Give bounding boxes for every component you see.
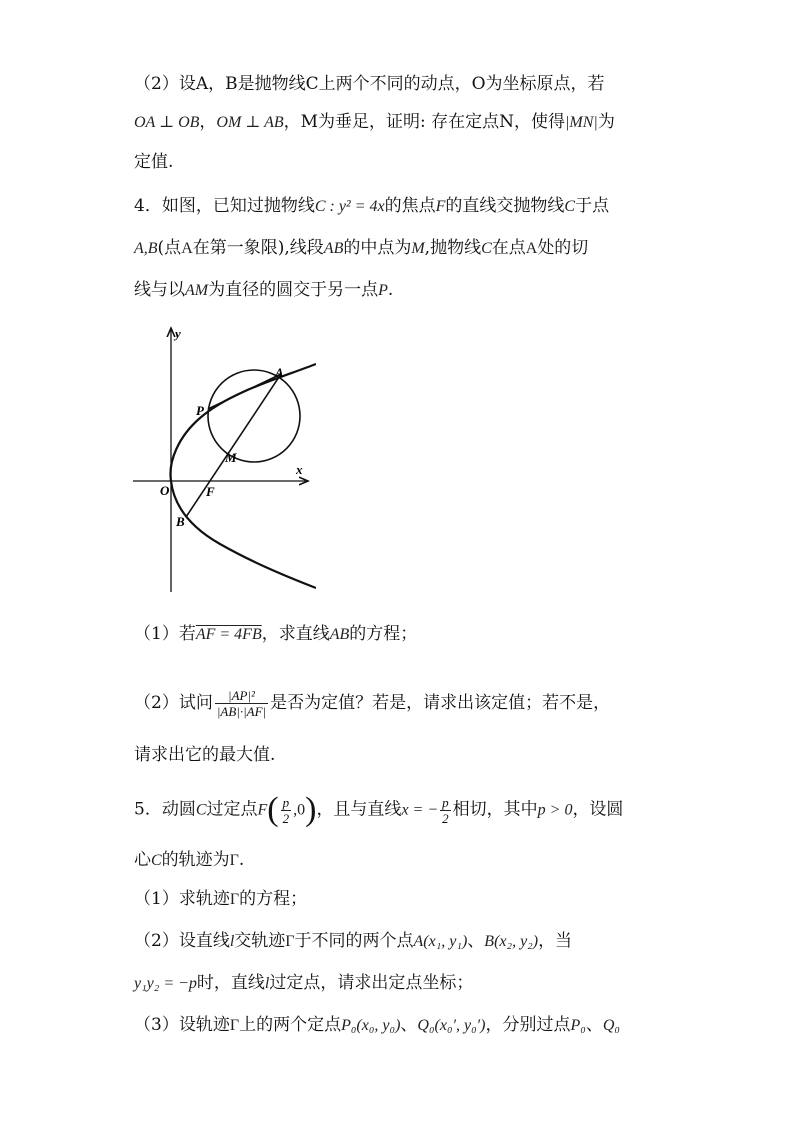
text: 的直线交抛物线 <box>445 196 565 216</box>
text: ,抛物线 <box>424 238 482 258</box>
label-a: A <box>275 365 284 380</box>
math-p0: P₀ <box>570 1017 586 1034</box>
problem3-part2-line1 <box>134 72 605 96</box>
math-am: AM <box>185 282 209 299</box>
math-q0: Q₀ <box>602 1017 620 1034</box>
label-p: P <box>196 403 204 418</box>
fraction-denominator: 2 <box>442 810 449 826</box>
math-f: F <box>257 801 268 819</box>
math-gamma: Γ <box>285 933 295 950</box>
text: 处的切 <box>537 238 589 258</box>
text: . <box>387 280 394 300</box>
math-gamma: Γ <box>229 852 239 869</box>
problem5-line1 <box>134 793 623 827</box>
text: ，求直线 <box>261 624 330 644</box>
math-ab: AB <box>323 240 344 257</box>
problem4-line2 <box>134 236 588 261</box>
text: （1）求轨迹 <box>134 889 230 909</box>
label-o: O <box>160 483 170 498</box>
problem4-q2-line1 <box>134 688 610 719</box>
math-c: C <box>195 801 207 819</box>
text: （2）设直线 <box>134 931 230 951</box>
math-a: A <box>525 240 538 257</box>
text: ，当 <box>538 931 573 951</box>
text: 定值. <box>134 152 174 172</box>
text: （3）设轨迹 <box>134 1015 230 1035</box>
problem3-part2-line2 <box>134 110 615 135</box>
problem5-s2-line1 <box>134 929 572 954</box>
math-mn: |MN| <box>565 114 598 131</box>
text: 、 <box>400 1015 418 1035</box>
text: 过定点 <box>206 799 258 820</box>
problem4-q2-line2 <box>134 743 275 767</box>
paren-close: ) <box>305 791 317 828</box>
problem3-part2-line3 <box>134 150 173 174</box>
math-y1y2: y₁y₂ = −p <box>134 975 197 992</box>
problem5-line2 <box>134 848 244 873</box>
fraction-denominator: |AB|·|AF| <box>216 704 267 719</box>
label-b: B <box>176 514 185 529</box>
math-f: F <box>435 198 446 215</box>
text: 过定点，请求出定点坐标； <box>269 973 474 993</box>
text: 4．如图，已知过抛物线 <box>134 196 315 216</box>
problem4-line1 <box>134 194 609 219</box>
text: ，分别过点 <box>485 1015 571 1035</box>
text: 、 <box>585 1015 603 1035</box>
text: 的方程； <box>239 889 308 909</box>
text: 心 <box>134 850 151 870</box>
math-gamma: Γ <box>229 891 240 908</box>
math-gamma: Γ <box>229 1017 240 1034</box>
fraction-numerator: p <box>442 794 449 810</box>
math-l: l <box>264 975 270 992</box>
text: （2）试问 <box>134 693 213 713</box>
text: 的轨迹为 <box>161 850 230 870</box>
math-fraction-p2 <box>281 795 292 826</box>
math-ab: AB <box>329 626 350 643</box>
text: 的焦点 <box>384 196 436 216</box>
math-vector-eq: AF = 4FB <box>195 626 262 643</box>
text: ，M为垂足，证明: 存在定点N，使得 <box>283 112 566 132</box>
text: ， <box>199 112 217 132</box>
problem5-s1 <box>134 887 307 912</box>
math-ab: A,B <box>134 240 158 257</box>
text: 5．动圆 <box>134 799 196 820</box>
math-p: P <box>378 282 388 299</box>
text: 是否为定值？若是，请求出该定值；若不是， <box>270 693 611 713</box>
text: （2）设A，B是抛物线C上两个不同的动点，O为坐标原点，若 <box>134 74 605 94</box>
math-l: l <box>229 933 235 950</box>
text: （1）若 <box>134 624 196 644</box>
problem5-s2-line2 <box>134 971 473 996</box>
text: 于不同的两个点 <box>294 931 414 951</box>
text: 、 <box>467 931 485 951</box>
text: 的方程； <box>349 624 418 644</box>
problem5-s3-line1 <box>134 1013 620 1038</box>
math-a: A <box>181 240 193 257</box>
problem4-line3 <box>134 278 393 303</box>
math-fraction <box>215 688 268 719</box>
math-oa-perp-ob: OA ⊥ OB <box>134 114 200 131</box>
math-c: C <box>151 852 162 869</box>
label-f: F <box>206 484 215 499</box>
text: . <box>238 850 245 870</box>
text: 上的两个定点 <box>239 1015 342 1035</box>
text: 线与以 <box>134 280 185 300</box>
text: 相切，其中 <box>452 799 538 820</box>
math-om-perp-ab: OM ⊥ AB <box>216 114 284 131</box>
math-fraction-p2-b <box>440 795 451 826</box>
math-parabola: C : y² = 4x <box>314 198 385 215</box>
math-p-gt-0: p > 0 <box>537 801 573 819</box>
math-c: C <box>564 198 576 215</box>
math-zero: ,0 <box>293 801 306 819</box>
text: 于点 <box>575 196 610 216</box>
label-y: y <box>175 326 181 341</box>
problem4-q1 <box>134 622 417 647</box>
text: 在点 <box>491 238 526 258</box>
parabola-curve <box>170 364 316 588</box>
text: 时，直线 <box>196 973 265 993</box>
text: 为直径的圆交于另一点 <box>208 280 379 300</box>
math-m: M <box>411 240 425 257</box>
math-point-a: A(x₁, y₁) <box>413 933 468 950</box>
math-point-p0: P₀(x₀, y₀) <box>341 1017 401 1034</box>
fraction-numerator: p <box>282 794 290 810</box>
fraction-numerator: |AP|² <box>215 688 268 704</box>
fraction-denominator: 2 <box>282 810 290 826</box>
text: ，且与直线 <box>316 799 402 820</box>
text: ，设圆 <box>572 799 624 820</box>
text: 请求出它的最大值. <box>134 745 276 765</box>
math-c: C <box>481 240 492 257</box>
text: 在第一象限),线段 <box>192 238 324 258</box>
math-point-q0: Q₀(x₀′, y₀′) <box>417 1017 486 1034</box>
math-x-eq: x = − <box>401 801 439 819</box>
label-m: M <box>225 450 237 465</box>
text: 交轨迹 <box>234 931 286 951</box>
text: 的中点为 <box>343 238 412 258</box>
parabola-figure <box>130 322 316 596</box>
text: 为 <box>597 112 615 132</box>
label-x: x <box>296 462 303 477</box>
paren-open: ( <box>267 791 279 828</box>
math-point-b: B(x₂, y₂) <box>484 933 539 950</box>
text: (点 <box>157 238 182 258</box>
